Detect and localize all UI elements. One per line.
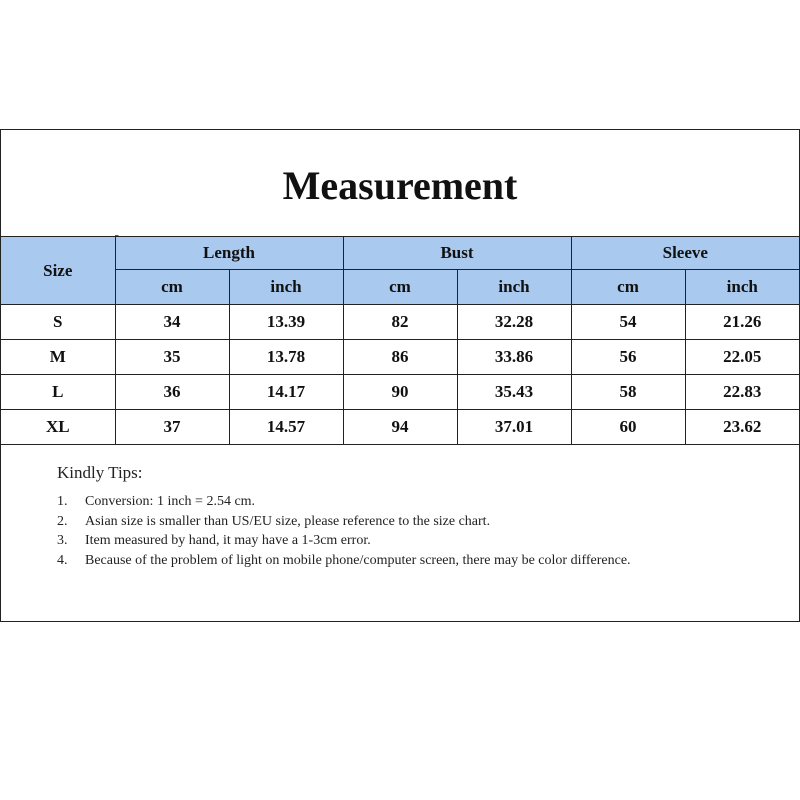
list-item-text: Because of the problem of light on mobile phone/computer screen, there may be color difference. xyxy=(85,552,631,568)
table-cell: 86 xyxy=(343,340,457,375)
unit-header: cm xyxy=(343,270,457,305)
unit-header: cm xyxy=(115,270,229,305)
size-cell: L xyxy=(1,375,115,410)
measurement-card xyxy=(0,129,800,622)
table-cell: 60 xyxy=(571,410,685,445)
bust-group-header: Bust xyxy=(343,237,571,270)
list-item xyxy=(57,512,757,532)
list-item xyxy=(57,492,757,512)
table-cell: 14.17 xyxy=(229,375,343,410)
size-cell: M xyxy=(1,340,115,375)
table-header-row xyxy=(1,237,799,270)
table-cell: 23.62 xyxy=(685,410,799,445)
list-number: 3. xyxy=(57,533,68,548)
size-chart-table xyxy=(1,236,799,445)
table-cell: 54 xyxy=(571,305,685,340)
sleeve-group-header: Sleeve xyxy=(571,237,799,270)
table-cell: 94 xyxy=(343,410,457,445)
list-item-text: Conversion: 1 inch = 2.54 cm. xyxy=(85,494,256,509)
table-cell: 35.43 xyxy=(457,375,571,410)
table-unit-row xyxy=(1,270,799,305)
table-cell: 14.57 xyxy=(229,410,343,445)
table-cell: 13.78 xyxy=(229,340,343,375)
table-cell: 35 xyxy=(115,340,229,375)
table-row xyxy=(1,375,799,410)
tips-heading: Kindly Tips: xyxy=(57,463,143,482)
table-cell: 37.01 xyxy=(457,410,571,445)
unit-header: inch xyxy=(457,270,571,305)
size-cell: XL xyxy=(1,410,115,445)
list-number: 4. xyxy=(57,552,68,568)
unit-header: inch xyxy=(229,270,343,305)
list-item-text: Asian size is smaller than US/EU size, please reference to the size chart. xyxy=(85,513,491,529)
list-number: 2. xyxy=(57,513,68,529)
list-item xyxy=(57,551,757,571)
length-group-header: Length xyxy=(115,237,343,270)
table-cell: 37 xyxy=(115,410,229,445)
list-number: 1. xyxy=(57,494,68,509)
table-cell: 33.86 xyxy=(457,340,571,375)
size-cell: S xyxy=(1,305,115,340)
table-cell: 13.39 xyxy=(229,305,343,340)
list-item-text: Item measured by hand, it may have a 1-3cm error. xyxy=(85,533,371,548)
size-column-header: Size xyxy=(1,237,115,305)
table-row xyxy=(1,305,799,340)
table-cell: 90 xyxy=(343,375,457,410)
unit-header: inch xyxy=(685,270,799,305)
table-cell: 82 xyxy=(343,305,457,340)
page-title: Measurement xyxy=(282,163,518,208)
table-cell: 21.26 xyxy=(685,305,799,340)
table-cell: 34 xyxy=(115,305,229,340)
table-cell: 32.28 xyxy=(457,305,571,340)
table-row xyxy=(1,340,799,375)
table-cell: 36 xyxy=(115,375,229,410)
tips-list xyxy=(57,492,757,570)
table-cell: 56 xyxy=(571,340,685,375)
unit-header: cm xyxy=(571,270,685,305)
table-cell: 22.05 xyxy=(685,340,799,375)
kindly-tips xyxy=(57,463,757,570)
list-item xyxy=(57,531,757,551)
table-row xyxy=(1,410,799,445)
table-cell: 22.83 xyxy=(685,375,799,410)
table-cell: 58 xyxy=(571,375,685,410)
